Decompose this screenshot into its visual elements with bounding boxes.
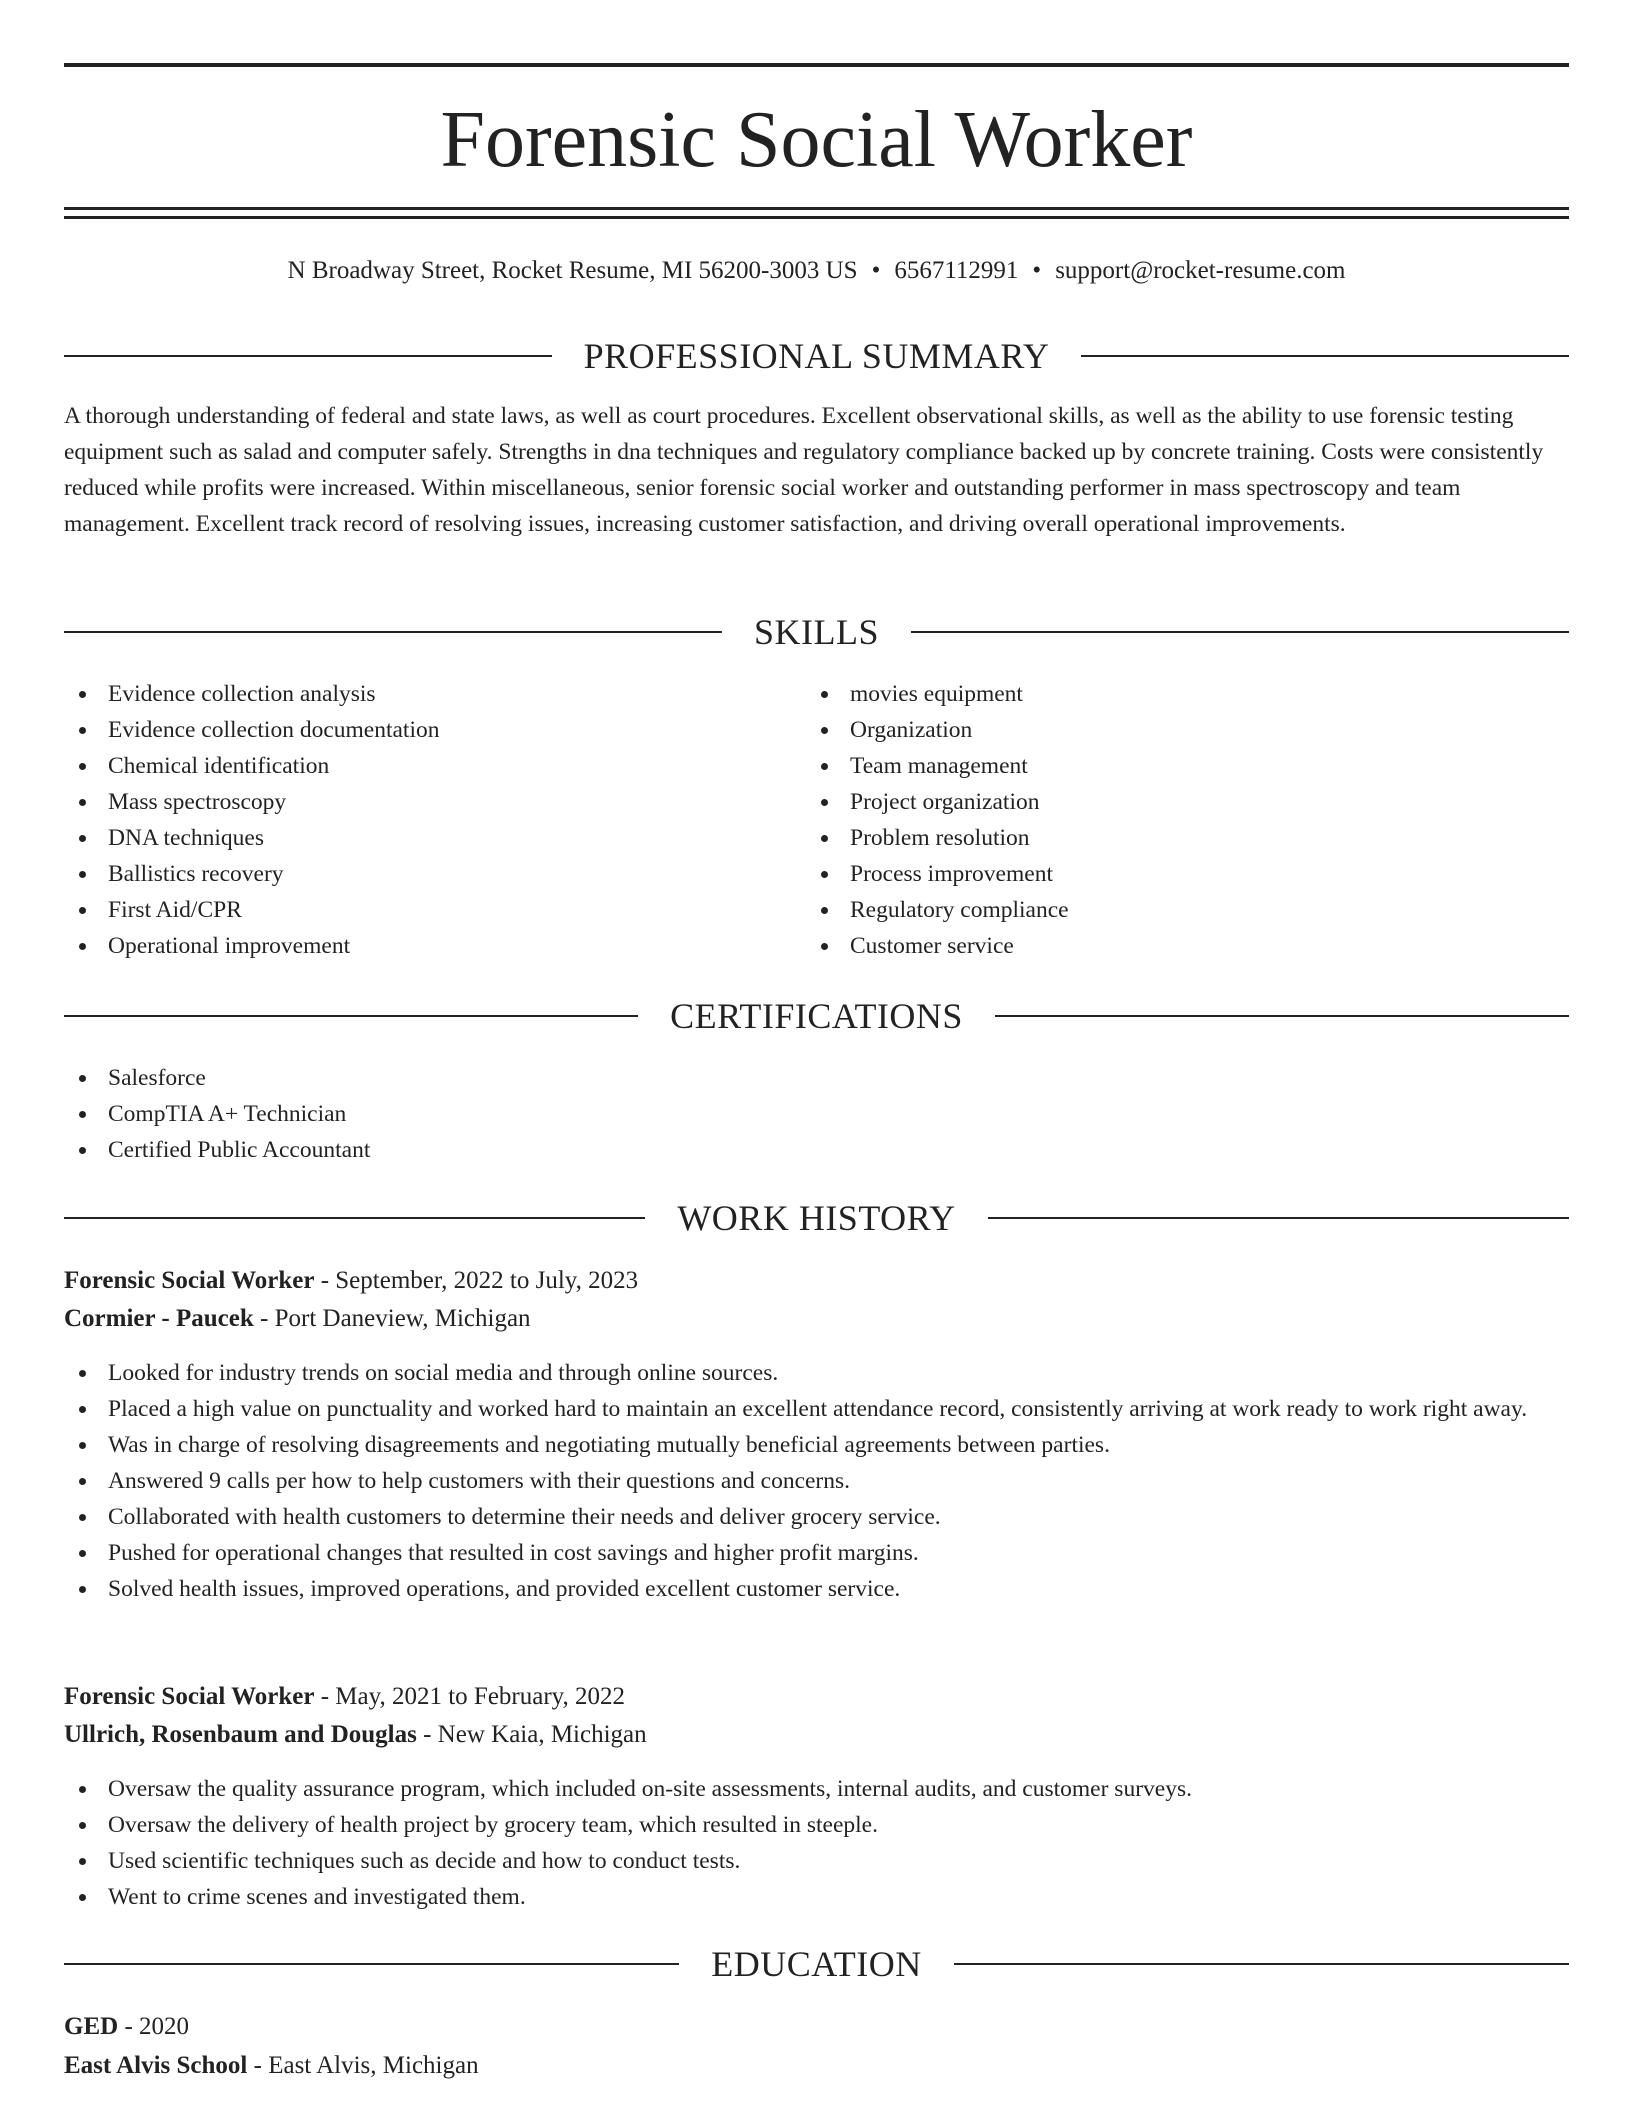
divider-line (911, 631, 1569, 633)
skill-item: Operational improvement (64, 928, 764, 964)
education-degree: GED (64, 2013, 119, 2040)
contact-email: support@rocket-resume.com (1055, 257, 1346, 284)
contact-address: N Broadway Street, Rocket Resume, MI 56200-3003 US (287, 257, 858, 284)
candidate-name: Forensic Social Worker (440, 96, 1193, 184)
education-school: East Alvis School (64, 2052, 248, 2079)
job-bullet: Placed a high value on punctuality and worked hard to maintain an excellent attendance record, consistently arriving at work ready to work right away. (64, 1391, 1569, 1427)
education-location: - East Alvis, Michigan (247, 2052, 479, 2079)
section-heading-certifications (64, 992, 1569, 1040)
job-bullet: Was in charge of resolving disagreements and negotiating mutually beneficial agreements between parties. (64, 1427, 1569, 1463)
skill-item: Process improvement (806, 856, 1506, 892)
divider-line (995, 1015, 1569, 1017)
divider-line (1081, 355, 1569, 357)
skills-list-left (64, 676, 764, 964)
section-title-certifications: CERTIFICATIONS (670, 996, 963, 1036)
section-heading-work-history (64, 1194, 1569, 1242)
job-bullet: Used scientific techniques such as decide and how to conduct tests. (64, 1843, 1569, 1879)
header-double-rule (64, 207, 1569, 219)
summary-text: A thorough understanding of federal and state laws, as well as court procedures. Excellent observational skills, as well as the ability to use forensic testing equipment such as salad and computer safely. Strengths in dna techniques and regulatory compliance backed up by concrete training. Costs were consistently reduced while profits were increased. Within miscellaneous, senior forensic social worker and outstanding performer in mass spectroscopy and team management. Excellent track record of resolving issues, increasing customer satisfaction, and driving overall operational improvements. (64, 403, 1544, 537)
skill-item: Mass spectroscopy (64, 784, 764, 820)
skills-list-right (806, 676, 1506, 964)
divider-line (64, 1217, 645, 1219)
job-bullet: Oversaw the quality assurance program, which included on-site assessments, internal audits, and customer surveys. (64, 1771, 1569, 1807)
job-company-line (64, 1716, 1569, 1754)
skill-item: Organization (806, 712, 1506, 748)
job-bullet: Answered 9 calls per how to help customers with their questions and concerns. (64, 1463, 1569, 1499)
job-role: Forensic Social Worker (64, 1683, 315, 1710)
job-dates: - May, 2021 to February, 2022 (314, 1683, 626, 1710)
job-company: Cormier - Paucek (64, 1305, 254, 1332)
job-company: Ullrich, Rosenbaum and Douglas (64, 1721, 417, 1748)
certifications-list (64, 1060, 1569, 1168)
job-dates: - September, 2022 to July, 2023 (314, 1267, 639, 1294)
section-heading-education (64, 1940, 1569, 1988)
contact-line (64, 252, 1569, 290)
skill-item: Regulatory compliance (806, 892, 1506, 928)
section-title-education: EDUCATION (711, 1944, 922, 1984)
contact-phone: 6567112991 (894, 257, 1019, 284)
skill-item: DNA techniques (64, 820, 764, 856)
contact-separator: • (1032, 257, 1042, 284)
divider-line (64, 1963, 679, 1965)
skill-item: Project organization (806, 784, 1506, 820)
skill-item: movies equipment (806, 676, 1506, 712)
education-school-line (64, 2047, 1569, 2085)
skill-item: Customer service (806, 928, 1506, 964)
skill-item: Team management (806, 748, 1506, 784)
job-bullet: Collaborated with health customers to determine their needs and deliver grocery service. (64, 1499, 1569, 1535)
job-role: Forensic Social Worker (64, 1267, 315, 1294)
section-title-skills: SKILLS (754, 612, 880, 652)
job-company-line (64, 1300, 1569, 1338)
skill-item: Evidence collection documentation (64, 712, 764, 748)
job-bullet: Went to crime scenes and investigated them. (64, 1879, 1569, 1915)
divider-line (988, 1217, 1569, 1219)
contact-separator: • (871, 257, 881, 284)
skill-item: Evidence collection analysis (64, 676, 764, 712)
job-bullet: Pushed for operational changes that resulted in cost savings and higher profit margins. (64, 1535, 1569, 1571)
skill-item: Problem resolution (806, 820, 1506, 856)
certification-item: Salesforce (64, 1060, 1569, 1096)
job-bullet: Solved health issues, improved operations, and provided excellent customer service. (64, 1571, 1569, 1607)
section-title-summary: PROFESSIONAL SUMMARY (583, 336, 1050, 376)
skill-item: First Aid/CPR (64, 892, 764, 928)
divider-line (64, 631, 722, 633)
header-top-rule (64, 63, 1569, 67)
section-title-work-history: WORK HISTORY (677, 1198, 956, 1238)
job-bullets-list (64, 1771, 1569, 1915)
certification-item: CompTIA A+ Technician (64, 1096, 1569, 1132)
job-location: - Port Daneview, Michigan (253, 1305, 531, 1332)
divider-line (64, 355, 552, 357)
section-heading-summary (64, 332, 1569, 380)
job-location: - New Kaia, Michigan (416, 1721, 647, 1748)
education-year: - 2020 (118, 2013, 190, 2040)
divider-line (954, 1963, 1569, 1965)
skill-item: Chemical identification (64, 748, 764, 784)
education-degree-line (64, 2008, 1569, 2046)
section-heading-skills (64, 608, 1569, 656)
divider-line (64, 1015, 638, 1017)
job-bullets-list (64, 1355, 1569, 1607)
skill-item: Ballistics recovery (64, 856, 764, 892)
certification-item: Certified Public Accountant (64, 1132, 1569, 1168)
job-bullet: Looked for industry trends on social media and through online sources. (64, 1355, 1569, 1391)
job-title-line (64, 1678, 1569, 1716)
job-title-line (64, 1262, 1569, 1300)
job-bullet: Oversaw the delivery of health project by grocery team, which resulted in steeple. (64, 1807, 1569, 1843)
